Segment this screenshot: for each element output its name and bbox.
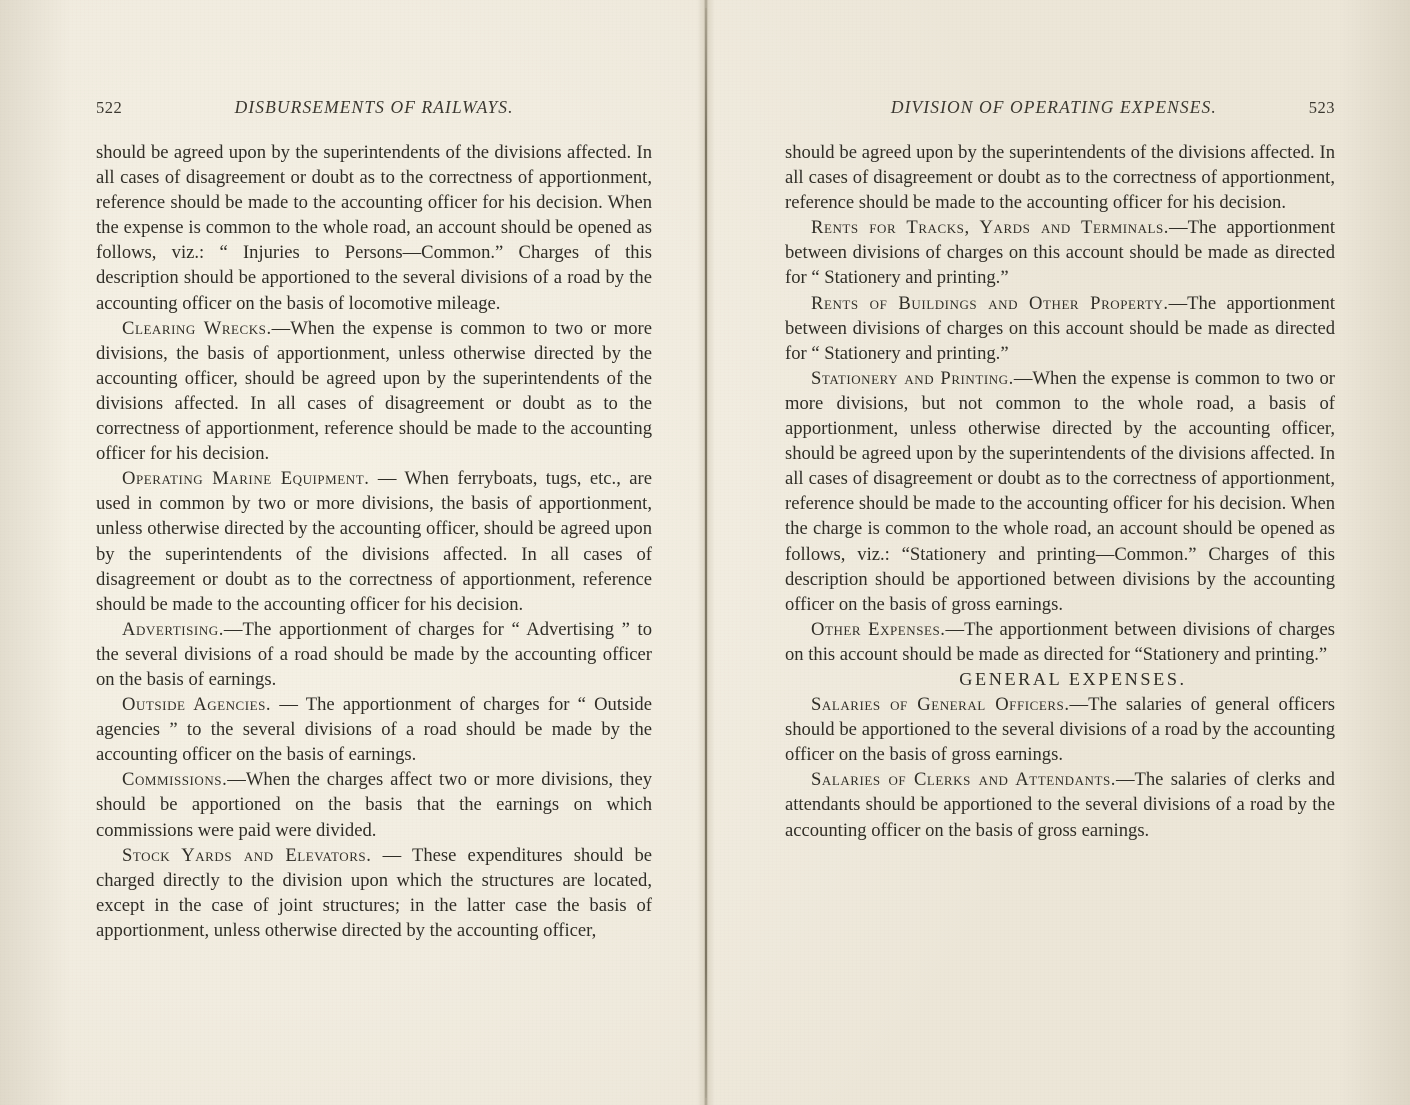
paragraph-text: — These expenditures should be charged directly to the division upon which the structures are located, except in the case of joint structures; in the latter case the basis of apportionment, unless otherwise directed by the accounting officer, [96,844,652,941]
paragraph-text: — When ferryboats, tugs, etc., are used in common by two or more divisions, the basis of apportionment, unless otherwise directed by the accounting officer, should be agreed upon by the superintendents of the divisions affected. In all cases of disagreement or doubt as to the correctness of apportionment, reference should be made to the accounting officer for his decision. [96,468,652,615]
paragraph-runin-heading: Outside Agencies. [122,694,272,716]
paragraph-text: —The salaries of clerks and attendants should be apportioned to the several divisions of a road by the accounting officer on the basis of gross earnings. [785,769,1335,841]
paragraph-runin-heading: Salaries of Clerks and Attendants. [811,769,1116,791]
paragraph-text: —When the expense is common to two or more divisions, the basis of apportionment, unless otherwise directed by the accounting officer, should be agreed upon by the superintendents of the divisions affected. In all cases of disagreement or doubt as to the correctness of apportionment, reference should be made to the accounting officer for his decision. [96,317,652,465]
paragraph [96,617,652,692]
paragraph-text: —When the charges affect two or more divisions, they should be apportioned on the basis that the earnings on which commissions were paid were divided. [96,769,652,841]
paragraph [785,140,1335,215]
paragraph-runin-heading: Stationery and Printing. [811,367,1014,389]
paragraph-runin-heading: Stock Yards and Elevators. [122,844,372,866]
folio-left: 522 [96,98,123,117]
page-right [705,0,1410,1105]
paragraph [785,215,1335,290]
paragraph [785,291,1335,366]
paragraph-runin-heading: Other Expenses. [811,618,946,640]
running-head-left [96,97,652,121]
paragraph-runin-heading: Operating Marine Equipment. [122,468,370,490]
paragraph-runin-heading: Clearing Wrecks. [122,317,272,339]
running-head-right [785,97,1335,121]
paragraph [96,466,652,617]
paragraph [96,316,652,467]
paragraph-runin-heading: Commissions. [122,769,228,791]
text-column-right [785,140,1335,843]
paragraph [96,140,652,316]
paragraph [96,767,652,842]
folio-right: 523 [1308,98,1335,117]
running-head-title-left: DISBURSEMENTS OF RAILWAYS. [234,97,514,117]
paragraph-text: —The apportionment between divisions of charges on this account should be made as directed for “ Stationery and printing.” [785,292,1335,364]
section-heading: GENERAL EXPENSES. [959,668,1187,689]
paragraph-runin-heading: Rents of Buildings and Other Property. [811,292,1169,314]
running-head-title-right: DIVISION OF OPERATING EXPENSES. [890,97,1217,117]
paragraph-runin-heading: Salaries of General Officers. [811,694,1070,716]
paragraph [96,843,652,943]
paragraph [785,366,1335,617]
paragraph [785,767,1335,842]
paragraph-text: —The apportionment of charges for “ Advertising ” to the several divisions of a road should be made by the accounting officer on the basis of earnings. [96,618,652,690]
paragraph [96,692,652,767]
paragraph-runin-heading: Advertising. [122,618,224,640]
paragraph-text: —The apportionment between divisions of charges on this account should be made as directed for “Stationery and printing.” [785,618,1335,665]
paragraph-text: —When the expense is common to two or more divisions, but not common to the whole road, a basis of apportionment, unless otherwise directed by the accounting officer, should be agreed upon by the superintendents of the divisions affected. In all cases of disagreement or doubt as to the correctness of apportionment, reference should be made to the accounting officer for his decision. When the charge is common to the whole road, an account should be opened as follows, viz.: “Stationery and printing—Common.” Charges of this description should be apportioned between divisions by the accounting officer on the basis of gross earnings. [785,367,1335,615]
paragraph [785,692,1335,767]
paragraph-text: — The apportionment of charges for “ Outside agencies ” to the several divisions of a road should be made by the accounting officer on the basis of earnings. [96,694,652,766]
paragraph [785,617,1335,667]
paragraph-text: should be agreed upon by the superintendents of the divisions affected. In all cases of disagreement or doubt as to the correctness of apportionment, reference should be made to the accounting officer for his decision. [785,142,1335,214]
text-column-left [96,140,652,943]
paragraph-text: —The apportionment between divisions of charges on this account should be made as directed for “ Stationery and printing.” [785,217,1335,289]
paragraph-text: —The salaries of general officers should be apportioned to the several divisions of a road by the accounting officer on the basis of gross earnings. [785,694,1335,766]
paragraph-runin-heading: Rents for Tracks, Yards and Terminals. [811,217,1170,239]
paragraph-text: should be agreed upon by the superintendents of the divisions affected. In all cases of disagreement or doubt as to the correctness of apportionment, reference should be made to the accounting officer for his decision. When the expense is common to the whole road, an account should be opened as follows, viz.: “ Injuries to Persons—Common.” Charges of this description should be apportioned to the several divisions of a road by the accounting officer on the basis of locomotive mileage. [96,142,652,314]
